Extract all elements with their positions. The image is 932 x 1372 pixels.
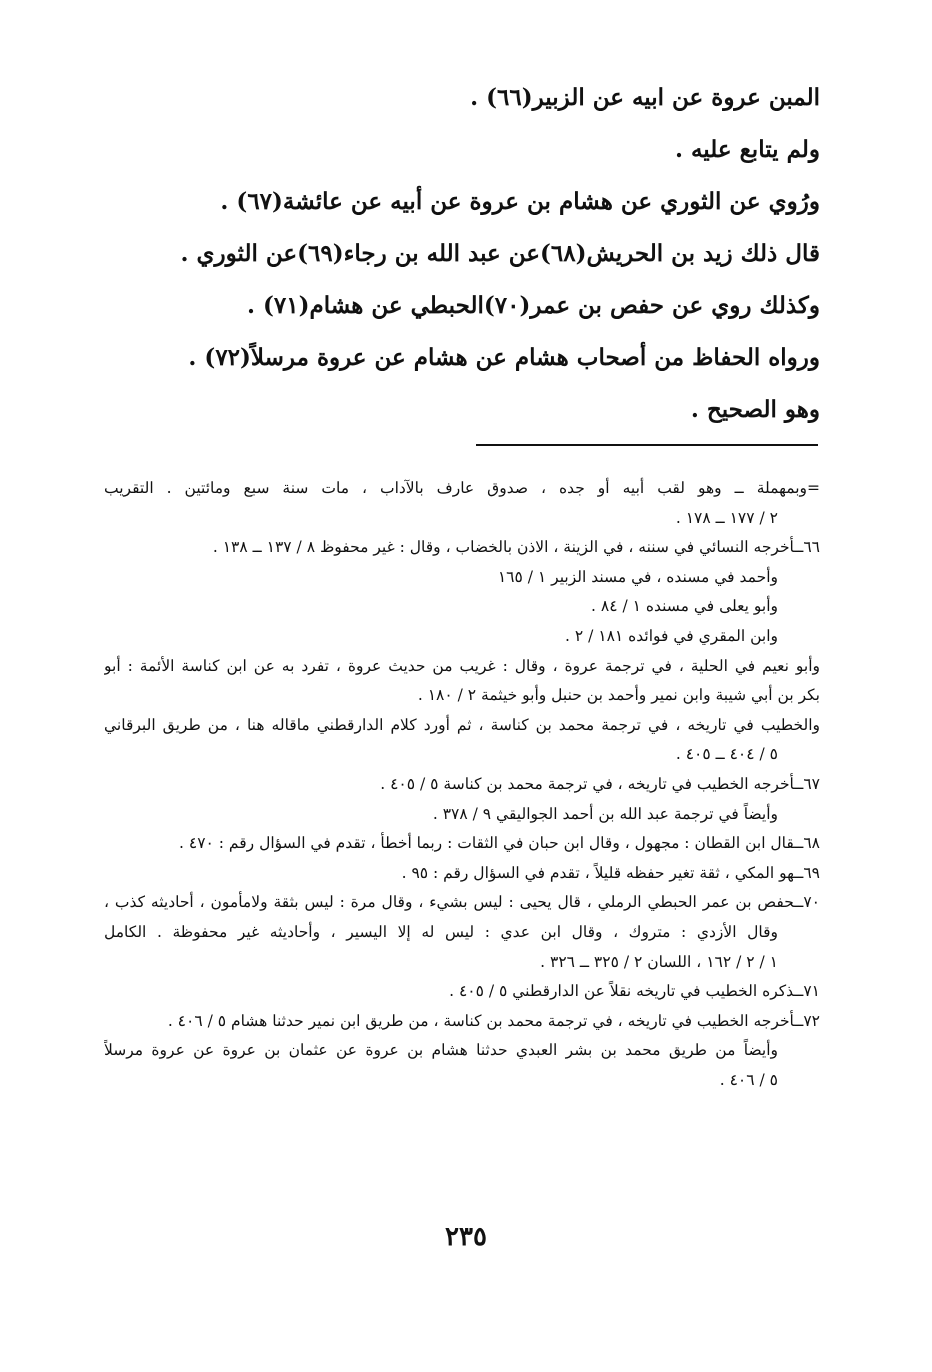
footnotes	[104, 474, 820, 1095]
footnote-line: ١ / ٢ / ١٦٢ ، اللسان ٢ / ٣٢٥ ــ ٣٢٦ .	[540, 952, 778, 971]
footnote-line: وابن المقري في فوائده ١٨١ / ٢ .	[564, 626, 778, 645]
footnote-line: ٧١ــذكره الخطيب في تاريخه نقلاً عن الدارقطني ٥ / ٤٠٥ .	[449, 982, 820, 1001]
footnote-line: وأبو يعلى في مسنده ١ / ٨٤ .	[591, 597, 778, 616]
footnote-line: وأحمد في مسنده ، في مسند الزبير ١ / ١٦٥	[497, 567, 778, 586]
main-line: وكذلك روي عن حفص بن عمر(٧٠)الحبطي عن هشام(٧١) .	[246, 292, 820, 319]
footnote-line: والخطيب في تاريخه ، في ترجمة محمد بن كناسة ، ثم أورد كلام الدارقطني ماقاله هنا ، من طريق البرقاني	[104, 715, 820, 734]
footnote-line: ٦٧ــأخرجه الخطيب في تاريخه ، في ترجمة محمد بن كناسة ٥ / ٤٠٥ .	[380, 774, 820, 793]
main-line: المبن عروة عن ابيه عن الزبير(٦٦) .	[470, 84, 820, 111]
page-number: ٢٣٥	[445, 1222, 487, 1252]
footnote-line: ٧٢ــأخرجه الخطيب في تاريخه ، في ترجمة محمد بن كناسة ، من طريق ابن نمير حدثنا هشام ٥ / ٤٠٦ .	[167, 1011, 820, 1030]
main-line: قال ذلك زيد بن الحريش(٦٨)عن عبد الله بن رجاء(٦٩)عن الثوري .	[180, 240, 820, 267]
footnote-line: ٧٠ــحفص بن عمر الحبطي الرملي ، قال يحيى : ليس بشيء ، وقال مرة : ليس بثقة ولامأمون ، أحاديثه كذب ،	[104, 893, 820, 912]
footnote-line: وأبو نعيم في الحلية ، في ترجمة عروة ، وقال : غريب من حديث عروة ، تفرد به عن ابن كناسة الأئمة : أبو	[104, 656, 820, 675]
main-line: ولم يتابع عليه .	[674, 136, 820, 163]
footnote-line: بكر بن أبي شيبة وابن نمير وأحمد بن حنبل وأبو خيثمة ٢ / ١٨٠ .	[417, 686, 820, 705]
footnote-line: وقال الأزدي : متروك ، وقال ابن عدي : ليس له إلا اليسير ، وأحاديثه غير محفوظة . الكامل	[104, 922, 778, 941]
footnote-line: ٦٦ــأخرجه النسائي في سننه ، في الزينة ، الاذن بالخضاب ، وقال : غير محفوظ ٨ / ١٣٧ ــ ١٣٨ .	[212, 538, 820, 557]
main-line: ورواه الحفاظ من أصحاب هشام عن هشام عن عروة مرسلاً(٧٢) .	[188, 344, 820, 371]
footnote-line: ٥ / ٤٠٤ ــ ٤٠٥ .	[675, 745, 778, 764]
footnote-separator	[476, 444, 818, 446]
main-text	[150, 72, 820, 436]
main-line: ورُوي عن الثوري عن هشام بن عروة عن أبيه عن عائشة(٦٧) .	[220, 188, 820, 215]
footnote-line: ٦٨ــقال ابن القطان : مجهول ، وقال ابن حبان في الثقات : ربما أخطأ ، تقدم في السؤال رقم : ٤٧٠ .	[179, 834, 820, 853]
footnote-line: وأيضاً في ترجمة عبد الله بن أحمد الجواليقي ٩ / ٣٧٨ .	[432, 804, 778, 823]
footnote-line: ٢ / ١٧٧ ــ ١٧٨ .	[675, 508, 778, 527]
footnote-line: ٦٩ــهو المكي ، ثقة تغير حفظه قليلاً ، تقدم في السؤال رقم : ٩٥ .	[401, 863, 820, 882]
footnote-line: وأيضاً من طريق محمد بن بشر العبدي حدثنا هشام بن عروة عن عثمان بن عروة عن عروة مرسلاً	[104, 1041, 778, 1060]
footnote-line: ٥ / ٤٠٦ .	[719, 1070, 778, 1089]
main-line: وهو الصحيح .	[690, 396, 820, 423]
footnote-line: =وبمهملة ــ وهو لقب أبيه أو جده ، صدوق عارف بالآداب ، مات سنة سبع ومائتين . التقريب	[104, 479, 820, 497]
